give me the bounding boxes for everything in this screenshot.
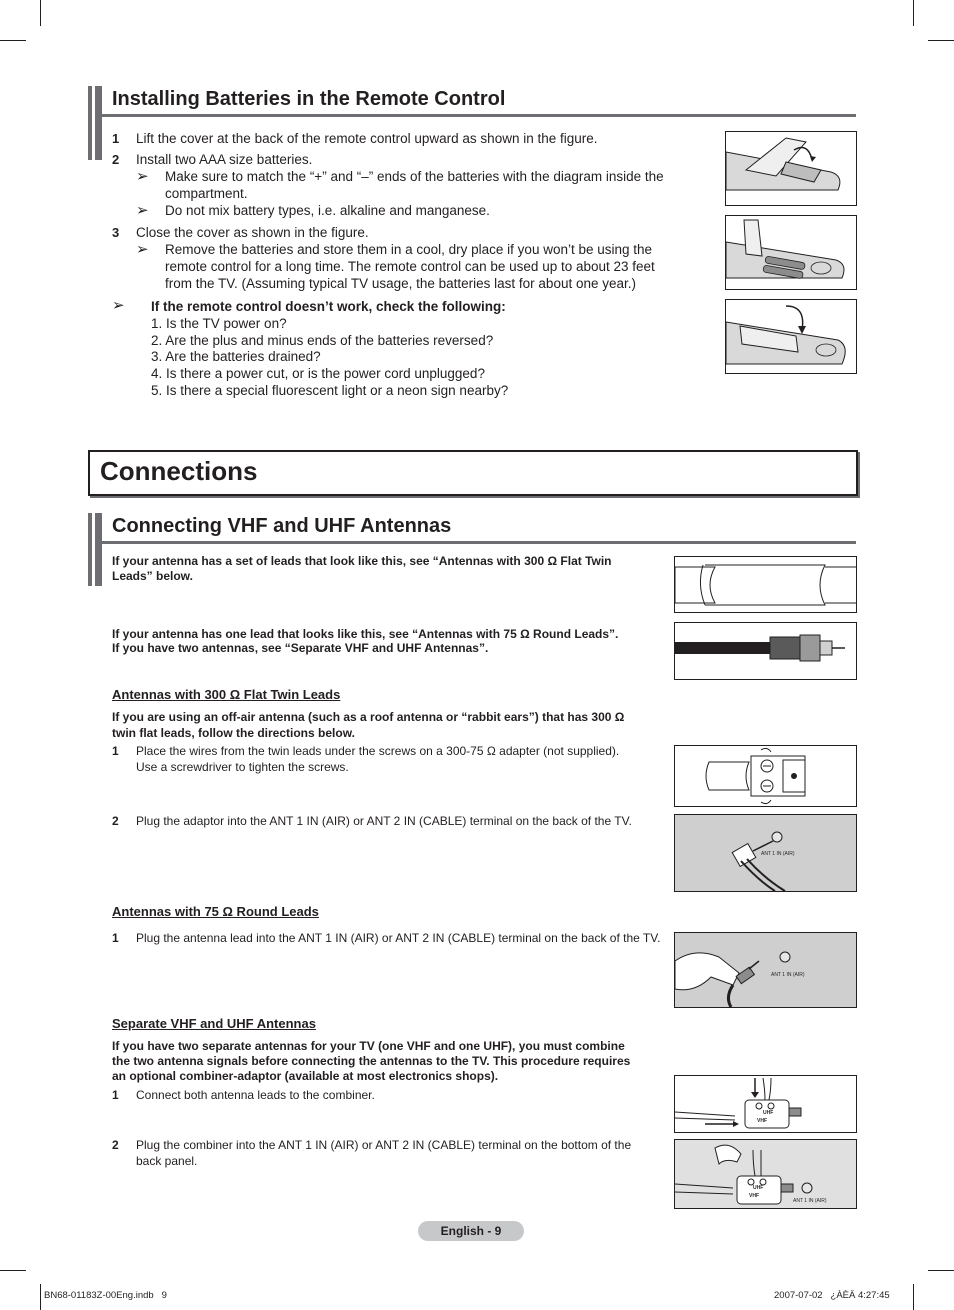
check-item: 2. Are the plus and minus ends of the batteries reversed? (151, 333, 494, 348)
section-rule (102, 541, 856, 544)
note-text: compartment. (165, 186, 248, 201)
note-text: Do not mix battery types, i.e. alkaline and manganese. (165, 203, 490, 218)
ant1-round-lead-figure (674, 932, 857, 1008)
separate-desc: the two antenna signals before connecting the antennas to the TV. This procedure requires (112, 1054, 631, 1068)
batteries-title: Installing Batteries in the Remote Control (112, 88, 506, 110)
ant1-label: ANT 1 IN (AIR) (761, 851, 795, 857)
adapter-screws-figure (674, 745, 857, 807)
remote-close-cover-figure (725, 299, 857, 374)
crop-mark (928, 1270, 954, 1271)
section-bar (88, 513, 102, 586)
step-text: Plug the combiner into the ANT 1 IN (AIR) or ANT 2 IN (CABLE) terminal on the bottom of the (136, 1138, 632, 1152)
intro-text: Leads” below. (112, 569, 193, 583)
step-number: 2 (112, 814, 119, 828)
section-rule (102, 114, 856, 117)
check-item: 4. Is there a power cut, or is the power cord unplugged? (151, 366, 485, 381)
step-text: Use a screwdriver to tighten the screws. (136, 760, 349, 774)
check-item: 1. Is the TV power on? (151, 316, 287, 331)
connections-title: Connections (100, 456, 258, 486)
section-bar (88, 86, 102, 160)
step-text: Plug the antenna lead into the ANT 1 IN (AIR) or ANT 2 IN (CABLE) terminal on the back of the TV. (136, 931, 661, 945)
step-number: 2 (112, 152, 120, 167)
step-number: 1 (112, 931, 119, 945)
flat-leads-desc: If you are using an off-air antenna (such as a roof antenna or “rabbit ears”) that has 300 Ω (112, 710, 625, 724)
crop-mark (40, 1284, 41, 1310)
uhf-label: UHF (753, 1185, 764, 1191)
step-number: 1 (112, 744, 119, 758)
note-text: from the TV. (Assuming typical TV usage, the batteries last for about one year.) (165, 276, 636, 291)
separate-heading: Separate VHF and UHF Antennas (112, 1016, 316, 1031)
crop-mark (928, 40, 954, 41)
ant1-label: ANT 1 IN (AIR) (793, 1198, 827, 1204)
flat-twin-lead-figure (674, 556, 857, 613)
crop-mark (40, 0, 41, 26)
intro-text: If your antenna has a set of leads that look like this, see “Antennas with 300 Ω Flat Twin (112, 554, 612, 568)
check-title: If the remote control doesn’t work, check the following: (151, 299, 506, 314)
round-lead-figure (674, 622, 857, 680)
separate-desc: an optional combiner-adaptor (available at most electronics shops). (112, 1069, 499, 1083)
step-number: 3 (112, 225, 120, 240)
step-number: 1 (112, 131, 120, 146)
vhf-label: VHF (757, 1118, 767, 1124)
ant1-plug-adapter-figure (674, 814, 857, 892)
round-leads-heading: Antennas with 75 Ω Round Leads (112, 904, 319, 919)
step-text: Close the cover as shown in the figure. (136, 225, 369, 240)
intro-text: If your antenna has one lead that looks like this, see “Antennas with 75 Ω Round Leads”. (112, 627, 619, 641)
uhf-label: UHF (763, 1110, 774, 1116)
step-text: Plug the adaptor into the ANT 1 IN (AIR) or ANT 2 IN (CABLE) terminal on the back of the TV. (136, 814, 632, 828)
footer-file: BN68-01183Z-00Eng.indb 9 (44, 1290, 167, 1301)
note-arrow-icon: ➢ (136, 202, 149, 219)
step-text: Lift the cover at the back of the remote control upward as shown in the figure. (136, 131, 598, 146)
separate-desc: If you have two separate antennas for your TV (one VHF and one UHF), you must combine (112, 1039, 625, 1053)
step-text: Connect both antenna leads to the combiner. (136, 1088, 375, 1102)
note-text: Make sure to match the “+” and “–” ends of the batteries with the diagram inside the (165, 169, 664, 184)
check-item: 5. Is there a special fluorescent light or a neon sign nearby? (151, 383, 509, 398)
crop-mark (0, 1270, 26, 1271)
note-arrow-icon: ➢ (136, 168, 149, 185)
remote-open-cover-figure (725, 131, 857, 206)
crop-mark (0, 40, 26, 41)
intro-text: If you have two antennas, see “Separate VHF and UHF Antennas”. (112, 641, 489, 655)
flat-leads-desc: twin flat leads, follow the directions below. (112, 726, 355, 740)
step-number: 2 (112, 1138, 119, 1152)
combiner-connect-figure (674, 1075, 857, 1133)
note-text: Remove the batteries and store them in a cool, dry place if you won’t be using the (165, 242, 653, 257)
ant1-label: ANT 1 IN (AIR) (771, 972, 805, 978)
connections-banner (88, 450, 858, 496)
check-item: 3. Are the batteries drained? (151, 349, 321, 364)
crop-mark (913, 1284, 914, 1310)
footer-stamp: 2007-07-02 ¿ÀÈÄ 4:27:45 (774, 1290, 890, 1301)
vhf-label: VHF (749, 1193, 759, 1199)
note-arrow-icon: ➢ (112, 297, 125, 314)
note-arrow-icon: ➢ (136, 241, 149, 258)
remote-batteries-figure (725, 215, 857, 290)
combiner-plug-figure (674, 1139, 857, 1209)
step-text: Install two AAA size batteries. (136, 152, 313, 167)
antennas-title: Connecting VHF and UHF Antennas (112, 515, 452, 537)
step-number: 1 (112, 1088, 119, 1102)
note-text: remote control for a long time. The remote control can be used up to about 23 feet (165, 259, 655, 274)
step-text: back panel. (136, 1154, 198, 1168)
step-text: Place the wires from the twin leads under the screws on a 300-75 Ω adapter (not supplied). (136, 744, 620, 758)
flat-leads-heading: Antennas with 300 Ω Flat Twin Leads (112, 687, 341, 702)
page-number-badge: English - 9 (418, 1221, 524, 1241)
crop-mark (913, 0, 914, 26)
